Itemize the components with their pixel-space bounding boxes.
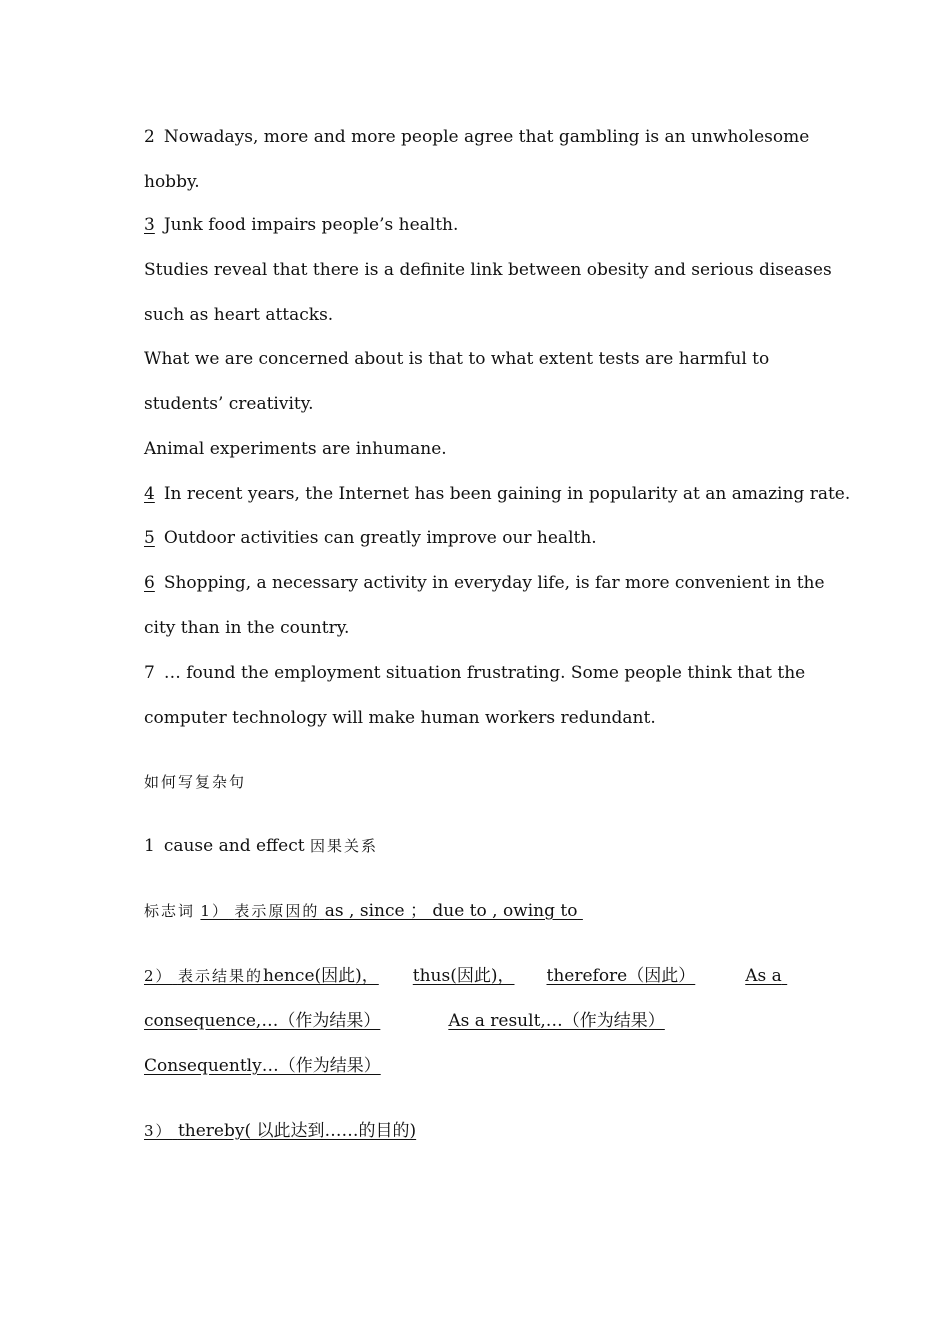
marker-item-1 — [200, 901, 582, 921]
paragraph-text: students’ creativity. — [144, 394, 314, 414]
paragraph-line — [144, 393, 314, 415]
paragraph-text: Junk food impairs people’s health. — [163, 215, 459, 235]
paragraph-number: 5 — [144, 528, 155, 548]
paragraph-text: computer technology will make human workers redundant. — [144, 708, 656, 728]
paragraph-text: hobby. — [144, 172, 200, 192]
paragraph-line — [144, 348, 769, 370]
paragraph-text: Studies reveal that there is a definite link between obesity and serious diseases — [144, 260, 832, 280]
marker-chinese: 表示原因的 — [234, 902, 320, 920]
marker-prefix: 3） — [144, 1122, 173, 1140]
paragraph-text: Nowadays, more and more people agree that gambling is an unwholesome — [163, 127, 810, 147]
paragraph-7 — [144, 662, 805, 684]
marker-consequence: consequence,…（作为结果） — [144, 1011, 381, 1031]
marker-as-a-result: As a result,…（作为结果） — [448, 1011, 665, 1031]
markers-line-1 — [144, 900, 583, 922]
paragraph-number: 6 — [144, 573, 155, 593]
paragraph-4 — [144, 483, 850, 505]
cause-effect-heading — [144, 835, 378, 857]
paragraph-text: Shopping, a necessary activity in everyday life, is far more convenient in the — [163, 573, 825, 593]
paragraph-number: 2 — [144, 127, 155, 147]
paragraph-continuation — [144, 617, 349, 639]
markers-line-5 — [144, 1120, 416, 1142]
markers-line-3 — [144, 1010, 731, 1032]
marker-as-a: As a — [745, 966, 782, 986]
paragraph-text: In recent years, the Internet has been gaining in popularity at an amazing rate. — [163, 484, 851, 504]
paragraph-3 — [144, 214, 458, 236]
paragraph-line — [144, 304, 333, 326]
markers-line-4 — [144, 1055, 507, 1077]
paragraph-text: Animal experiments are inhumane. — [144, 439, 447, 459]
marker-thus: thus(因此)， — [412, 966, 515, 986]
paragraph-line — [144, 438, 447, 460]
marker-thereby: thereby( 以此达到……的目的) — [177, 1121, 417, 1141]
marker-text: as , since ； due to , owing to — [324, 901, 578, 921]
paragraph-text: such as heart attacks. — [144, 305, 334, 325]
heading-number: 1 — [144, 836, 155, 856]
section-title: 如何写复杂句 — [144, 773, 247, 791]
marker-chinese: 表示结果的 — [177, 967, 263, 985]
markers-label: 标志词 — [144, 902, 196, 920]
marker-prefix: 2） — [144, 967, 173, 985]
paragraph-5 — [144, 527, 597, 549]
paragraph-text: … found the employment situation frustrating. Some people think that the — [163, 663, 806, 683]
paragraph-text: city than in the country. — [144, 618, 350, 638]
paragraph-2 — [144, 126, 809, 148]
markers-line-2 — [144, 965, 787, 987]
heading-text: cause and effect — [163, 836, 305, 856]
paragraph-line — [144, 259, 832, 281]
marker-hence: hence(因此)， — [262, 966, 379, 986]
paragraph-6 — [144, 572, 825, 594]
marker-therefore: therefore（因此） — [546, 966, 696, 986]
paragraph-text: What we are concerned about is that to what extent tests are harmful to — [144, 349, 770, 369]
marker-prefix: 1） — [200, 902, 229, 920]
paragraph-number: 3 — [144, 215, 155, 235]
paragraph-continuation — [144, 707, 656, 729]
paragraph-number: 4 — [144, 484, 155, 504]
paragraph-number: 7 — [144, 663, 155, 683]
marker-consequently: Consequently…（作为结果） — [144, 1056, 381, 1076]
paragraph-text: Outdoor activities can greatly improve our health. — [163, 528, 597, 548]
paragraph-continuation — [144, 171, 200, 193]
heading-chinese: 因果关系 — [309, 837, 378, 855]
